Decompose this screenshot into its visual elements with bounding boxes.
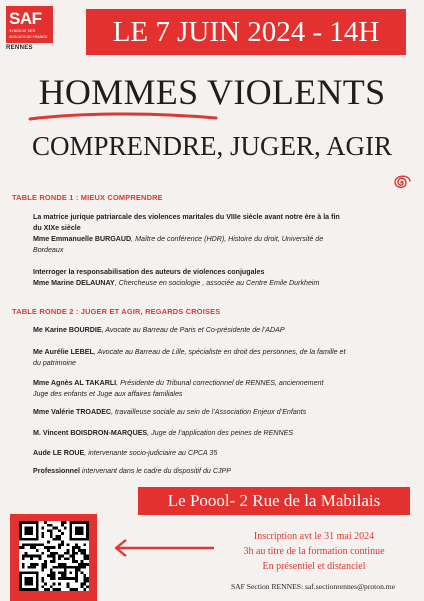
section-heading-2: TABLE RONDE 2 : JUGER ET AGIR, REGARDS CROISES [12, 307, 221, 316]
list-item [33, 407, 409, 418]
registration-training: 3h au titre de la formation continue [243, 546, 385, 557]
list-item [33, 466, 409, 477]
logo-name: SAF [9, 9, 42, 28]
speaker-name: Me Karine BOURDIE [33, 326, 102, 334]
speaker-desc: , Avocate au Barreau de Paris et Co-présidente de l’ADAP [101, 326, 285, 334]
page-subtitle: COMPRENDRE, JUGER, AGIR [31, 131, 393, 161]
speaker-desc: , Maître de conférence (HDR), Histoire du droit, Université de [131, 235, 324, 243]
speaker-name: Mme Agnès AL TAKARLI [33, 379, 117, 387]
logo-sub-line-1: SYNDICAT DES [9, 29, 36, 33]
date-banner [86, 9, 406, 55]
speaker-name: Professionnel [33, 467, 80, 475]
topic-line-2: du XIXe siècle [33, 224, 81, 232]
venue-banner [138, 487, 410, 515]
title-underline [28, 110, 218, 124]
speaker-name: Me Aurélie LEBEL [33, 348, 94, 356]
topic-line-1: La matrice jurique patriarcale des violences maritales du VIIIe siècle avant notre ère à la fin [33, 213, 340, 221]
speaker-desc: intervenant dans le cadre du dispositif du CJPP [79, 467, 231, 475]
speaker-desc-cont: Bordeaux [33, 246, 64, 254]
list-item [33, 448, 409, 459]
speaker-name: Mme Marine DELAUNAY [33, 279, 115, 287]
section-heading-1: TABLE RONDE 1 : MIEUX COMPRENDRE [12, 193, 163, 202]
logo-city: RENNES [6, 45, 33, 52]
speaker-name: M. Vincent BOISDRON-MARQUES [33, 429, 148, 437]
saf-logo [6, 6, 58, 51]
speaker-name: Mme Emmanuelle BURGAUD [33, 235, 132, 243]
list-item [33, 325, 409, 336]
list-item [33, 428, 409, 439]
logo-sub-line-2: AVOCATS DE FRANCE [9, 35, 48, 40]
swirl-icon [389, 170, 413, 194]
qr-code-icon[interactable] [19, 521, 89, 591]
speaker-desc: , Présidente du Tribunal correctionnel de RENNES, anciennement [116, 379, 324, 387]
arrow-left-icon [112, 538, 216, 558]
venue-address: Le Poool- 2 Rue de la Mabilais [167, 491, 381, 510]
speaker-name: Aude LE ROUE [33, 449, 85, 457]
speaker-desc: , Juge de l’application des peines de RENNES [147, 429, 294, 437]
registration-format: En présentiel et distanciel [262, 561, 366, 572]
list-item [33, 267, 409, 289]
list-item [33, 347, 409, 369]
speaker-desc-cont: Juge des enfants et Juge aux affaires familiales [33, 390, 183, 398]
speaker-desc: , Chercheuse en sociologie , associée au Centre Emile Durkheim [114, 279, 320, 287]
speaker-desc: , Avocate au Barreau de Lille, spécialiste en droit des personnes, de la famille et [93, 348, 346, 356]
list-item [33, 212, 409, 256]
event-date: LE 7 JUIN 2024 - 14H [112, 15, 380, 48]
page-title: HOMMES VIOLENTS [38, 72, 386, 112]
registration-deadline: Inscription avt le 31 mai 2024 [253, 531, 375, 542]
topic-line-1: Interroger la responsabilisation des auteurs de violences conjugales [33, 268, 265, 276]
speaker-name: Mme Valérie TROADEC [33, 408, 112, 416]
list-item [33, 378, 409, 400]
contact-line[interactable]: SAF Section RENNES: saf.sectionrennes@proton.me [230, 582, 396, 591]
speaker-desc-cont: du patrimoine [33, 359, 76, 367]
logo-box [6, 6, 53, 43]
speaker-desc: , intervenante socio-judiciaire au CPCA 35 [84, 449, 218, 457]
speaker-desc: , travailleuse sociale au sein de l’Association Enjeux d’Enfants [111, 408, 307, 416]
